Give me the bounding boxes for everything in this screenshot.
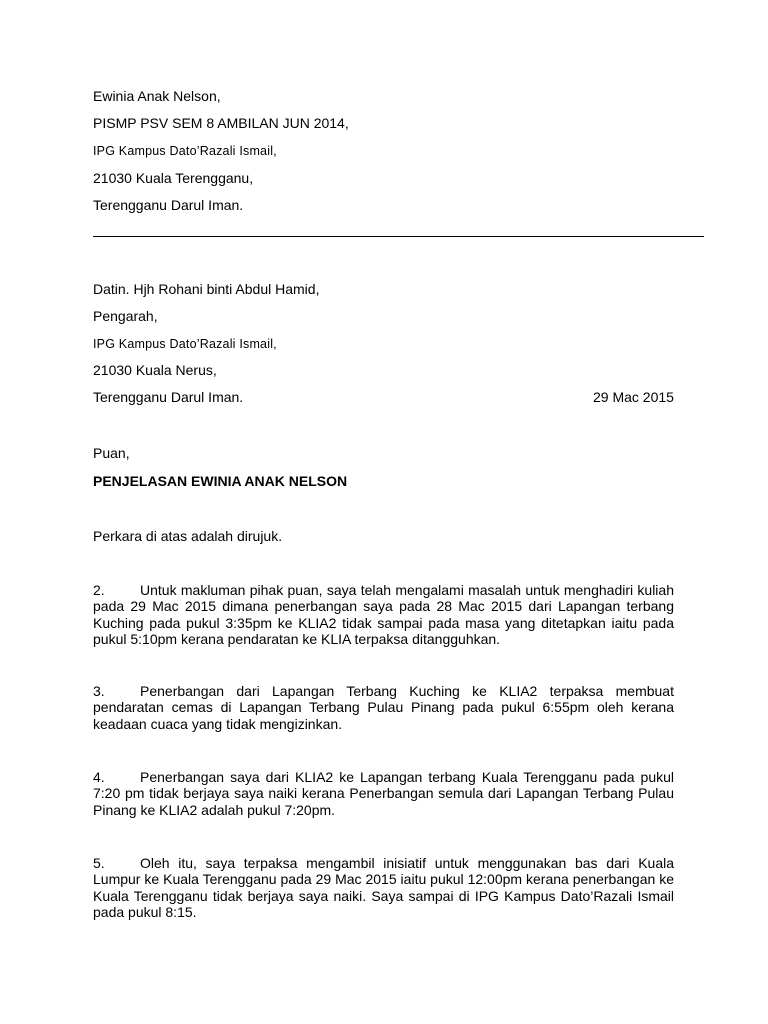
recipient-state: Terengganu Darul Iman. bbox=[93, 389, 244, 405]
paragraph-3 bbox=[93, 683, 674, 732]
paragraph-number: 3. bbox=[93, 683, 105, 699]
paragraph-4 bbox=[93, 769, 674, 818]
paragraph-text: Penerbangan dari Lapangan Terbang Kuching ke KLIA2 terpaksa membuat pendaratan cemas di Lapangan Terbang Pulau Pinang pada pukul 6:55pm oleh kerana keadaan cuaca yang tidak mengizinkan. bbox=[93, 683, 674, 732]
paragraph-2 bbox=[93, 582, 674, 647]
paragraph-text: Oleh itu, saya terpaksa mengambil inisiatif untuk menggunakan bas dari Kuala Lumpur ke Kuala Terengganu pada 29 Mac 2015 iaitu pukul 12:00pm kerana penerbangan ke Kuala Terengganu tidak berjaya saya naiki. Saya sampai di IPG Kampus Dato’Razali Ismail pada pukul 8:15. bbox=[93, 855, 674, 920]
paragraph-number: 2. bbox=[93, 582, 105, 598]
reference-line: Perkara di atas adalah dirujuk. bbox=[93, 528, 283, 544]
sender-name: Ewinia Anak Nelson, bbox=[93, 88, 221, 104]
sender-state: Terengganu Darul Iman. bbox=[93, 197, 244, 213]
paragraph-text: Penerbangan saya dari KLIA2 ke Lapangan terbang Kuala Terengganu pada pukul 7:20 pm tidak berjaya saya naiki kerana Penerbangan semula dari Lapangan Terbang Pulau Pinang ke KLIA2 adalah pukul 7:20pm. bbox=[93, 769, 674, 818]
header-divider bbox=[93, 236, 704, 237]
sender-postcode-city: 21030 Kuala Terengganu, bbox=[93, 170, 254, 186]
paragraph-5 bbox=[93, 855, 674, 920]
salutation: Puan, bbox=[93, 445, 130, 461]
paragraph-number: 4. bbox=[93, 769, 105, 785]
recipient-postcode-city: 21030 Kuala Nerus, bbox=[93, 362, 217, 378]
sender-program: PISMP PSV SEM 8 AMBILAN JUN 2014, bbox=[93, 115, 349, 131]
paragraph-number: 5. bbox=[93, 855, 105, 871]
sender-institute: IPG Kampus Dato’Razali Ismail, bbox=[93, 144, 277, 158]
subject-heading: PENJELASAN EWINIA ANAK NELSON bbox=[93, 473, 348, 489]
recipient-institute: IPG Kampus Dato’Razali Ismail, bbox=[93, 337, 277, 351]
letter-date: 29 Mac 2015 bbox=[593, 389, 674, 405]
recipient-name: Datin. Hjh Rohani binti Abdul Hamid, bbox=[93, 281, 320, 297]
recipient-position: Pengarah, bbox=[93, 308, 158, 324]
paragraph-text: Untuk makluman pihak puan, saya telah mengalami masalah untuk menghadiri kuliah pada 29 Mac 2015 dimana penerbangan saya pada 28 Mac 2015 dari Lapangan terbang Kuching pada pukul 3:35pm ke KLIA2 tidak sampai pada masa yang ditetapkan iaitu pada pukul 5:10pm kerana pendaratan ke KLIA terpaksa ditangguhkan. bbox=[93, 582, 674, 647]
